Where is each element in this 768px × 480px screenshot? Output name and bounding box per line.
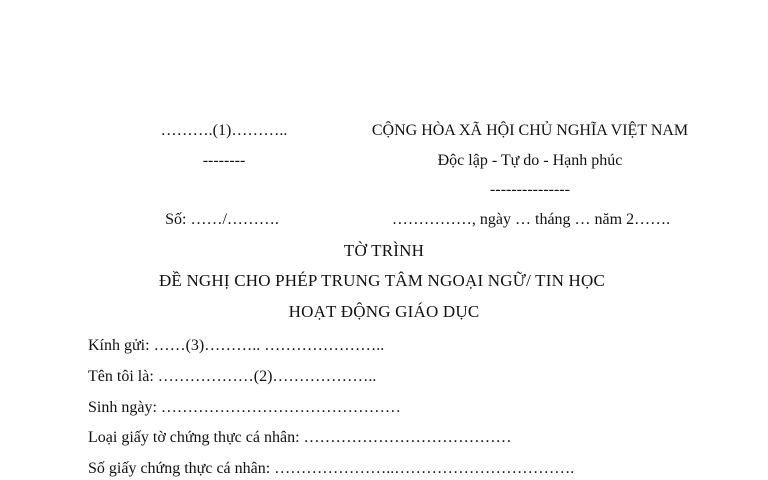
country-name: CỘNG HÒA XÃ HỘI CHỦ NGHĨA VIỆT NAM	[371, 122, 689, 139]
org-name-placeholder: ……….(1)………..	[160, 122, 288, 139]
document-number: Số: ……/……….	[165, 211, 279, 228]
document-type-title: TỜ TRÌNH	[343, 241, 425, 260]
document-subject-line-2: HOẠT ĐỘNG GIÁO DỤC	[288, 302, 480, 321]
document-subject-line-1: ĐỀ NGHỊ CHO PHÉP TRUNG TÂM NGOẠI NGỮ/ TIN HỌC	[158, 271, 606, 290]
id-number-line: Số giấy chứng thực cá nhân: …………………..…………………………….	[88, 460, 575, 477]
org-divider: --------	[202, 152, 246, 169]
id-type-line: Loại giấy tờ chứng thực cá nhân: …………………………………	[88, 429, 512, 446]
place-and-date: ……………, ngày … tháng … năm 2…….	[391, 211, 671, 228]
recipient-line: Kính gửi: ……(3)……….. …………………..	[88, 337, 385, 354]
birth-date-line: Sinh ngày: ………………………………………	[88, 399, 401, 416]
applicant-name-line: Tên tôi là: ………………(2)………………..	[88, 368, 377, 385]
national-motto: Độc lập - Tự do - Hạnh phúc	[437, 152, 623, 169]
motto-divider: ---------------	[490, 181, 570, 198]
